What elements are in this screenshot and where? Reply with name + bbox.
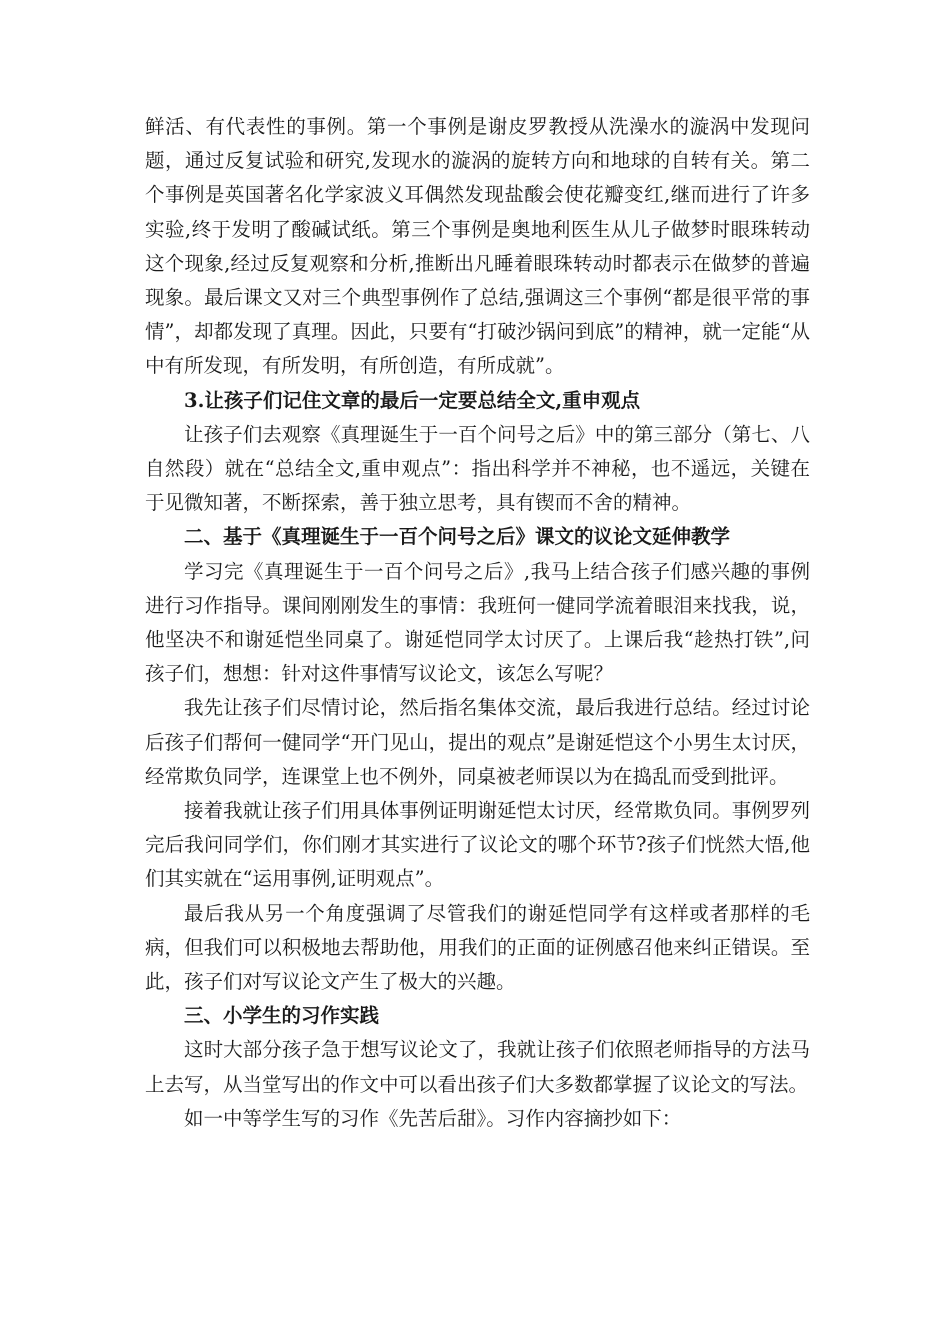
document-body <box>145 110 810 1136</box>
paragraph-practice: 这时大部分孩子急于想写议论文了，我就让孩子们依照老师指导的方法马上去写，从当堂写出的作文中可以看出孩子们大多数都掌握了议论文的写法。 <box>145 1038 810 1096</box>
paragraph-discussion: 我先让孩子们尽情讨论，然后指名集体交流，最后我进行总结。经过讨论后孩子们帮何一健同学“开门见山，提出的观点”是谢延恺这个小男生太讨厌，经常欺负同学，连课堂上也不例外，同桌被老师误以为在捣乱而受到批评。 <box>145 696 810 788</box>
paragraph-writing-guidance: 学习完《真理诞生于一百个问号之后》,我马上结合孩子们感兴趣的事例进行习作指导。课间刚刚发生的事情：我班何一健同学流着眼泪来找我，说，他坚决不和谢延恺坐同桌了。谢延恺同学太讨厌了。上课后我“趁热打铁”,问孩子们，想想：针对这件事情写议论文，该怎么写呢？ <box>145 559 810 686</box>
section-heading-extension-teaching: 二、基于《真理诞生于一百个问号之后》课文的议论文延伸教学 <box>184 525 731 549</box>
paragraph-final-emphasis: 最后我从另一个角度强调了尽管我们的谢延恺同学有这样或者那样的毛病，但我们可以积极地去帮助他，用我们的正面的证例感召他来纠正错误。至此，孩子们对写议论文产生了极大的兴趣。 <box>145 901 810 994</box>
paragraph-examples-summary: 鲜活、有代表性的事例。第一个事例是谢皮罗教授从洗澡水的漩涡中发现问题，通过反复试验和研究,发现水的漩涡的旋转方向和地球的自转有关。第二个事例是英国著名化学家波义耳偶然发现盐酸会使花瓣变红,继而进行了许多实验,终于发明了酸碱试纸。第三个事例是奥地利医生从儿子做梦时眼珠转动这个现象,经过反复观察和分析,推断出凡睡着眼珠转动时都表示在做梦的普遍现象。最后课文又对三个典型事例作了总结,强调这三个事例“都是很平常的事情”，却都发现了真理。因此，只要有“打破沙锅问到底”的精神，就一定能“从中有所发现，有所发明，有所创造，有所成就”。 <box>145 115 810 378</box>
paragraph-example-essay-intro: 如一中等学生写的习作《先苦后甜》。习作内容摘抄如下： <box>184 1106 682 1130</box>
paragraph-evidence: 接着我就让孩子们用具体事例证明谢延恺太讨厌，经常欺负同。事例罗列完后我问同学们，你们刚才其实进行了议论文的哪个环节?孩子们恍然大悟,他们其实就在“运用事例,证明观点”。 <box>145 799 810 891</box>
paragraph-conclusion: 让孩子们去观察《真理诞生于一百个问号之后》中的第三部分（第七、八自然段）就在“总结全文,重申观点”：指出科学并不神秘，也不遥远，关键在于见微知著，不断探索，善于独立思考，具有锲而不舍的精神。 <box>145 422 810 515</box>
section-heading-practice: 三、小学生的习作实践 <box>184 1004 380 1028</box>
section-heading-conclusion: 3.让孩子们记住文章的最后一定要总结全文,重申观点 <box>184 388 641 412</box>
